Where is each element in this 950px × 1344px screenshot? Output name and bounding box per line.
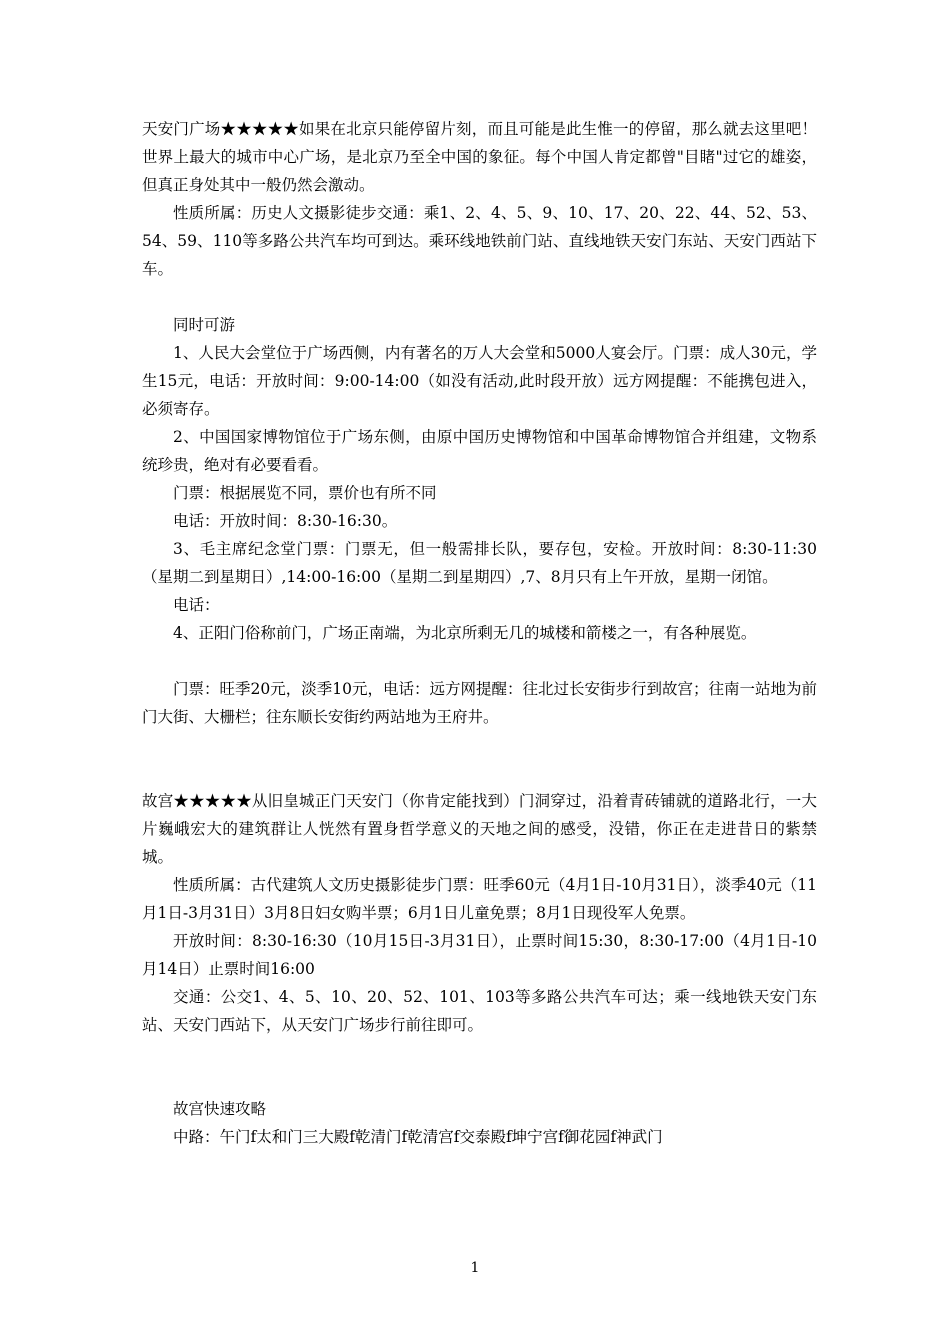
forbidden-city-intro: 故宫★★★★★从旧皇城正门天安门（你肯定能找到）门洞穿过，沿着青砖铺就的道路北行，一大片巍峨宏大的建筑群让人恍然有置身哲学意义的天地之间的感受，没错，你正在走进昔日的紫禁城。: [142, 792, 817, 866]
tiananmen-nature-transport: 性质所属：历史人文摄影徒步交通：乘1、2、4、5、9、10、17、20、22、44、52、53、54、59、110等多路公共汽车均可到达。乘环线地铁前门站、直线地铁天安门东站、天安门西站下车。: [142, 204, 817, 278]
national-museum-item: 2、中国国家博物馆位于广场东侧，由原中国历史博物馆和中国革命博物馆合并组建，文物系统珍贵，绝对有必要看看。: [142, 428, 817, 474]
forbidden-city-hours: 开放时间：8:30-16:30（10月15日-3月31日），止票时间15:30，8:30-17:00（4月1日-10月14日）止票时间16:00: [142, 932, 817, 978]
mausoleum-phone: 电话：: [173, 596, 220, 614]
zhengyangmen-ticket: 门票：旺季20元，淡季10元，电话：远方网提醒：往北过长安街步行到故宫；往南一站地为前门大街、大栅栏；往东顺长安街约两站地为王府井。: [142, 680, 817, 726]
forbidden-city-nature-ticket: 性质所属：古代建筑人文历史摄影徒步门票：旺季60元（4月1日-10月31日），淡季40元（11月1日-3月31日）3月8日妇女购半票；6月1日儿童免票；8月1日现役军人免票。: [142, 876, 817, 922]
zhengyangmen-item: 4、正阳门俗称前门，广场正南端，为北京所剩无几的城楼和箭楼之一，有各种展览。: [173, 624, 757, 642]
also-visit-heading: 同时可游: [173, 316, 236, 334]
forbidden-city-transport: 交通：公交1、4、5、10、20、52、101、103等多路公共汽车可达；乘一线地铁天安门东站、天安门西站下，从天安门广场步行前往即可。: [142, 988, 817, 1034]
spacer: [142, 731, 817, 787]
document-body: [142, 115, 817, 1151]
middle-route: 中路：午门f太和门三大殿f乾清门f乾清宫f交泰殿f坤宁宫f御花园f神武门: [173, 1128, 663, 1146]
mausoleum-item: 3、毛主席纪念堂门票：门票无，但一般需排长队，要存包，安检。开放时间：8:30-11:30（星期二到星期日）,14:00-16:00（星期二到星期四）,7、8月只有上午开放，星期一闭馆。: [142, 540, 817, 586]
tiananmen-intro: 天安门广场★★★★★如果在北京只能停留片刻，而且可能是此生惟一的停留，那么就去这里吧！世界上最大的城市中心广场，是北京乃至全中国的象征。每个中国人肯定都曾"目睹"过它的雄姿，但真正身处其中一般仍然会激动。: [142, 120, 817, 194]
spacer: [142, 1039, 817, 1095]
spacer: [142, 283, 817, 311]
page-number: 1: [470, 1260, 480, 1276]
national-museum-phone: 电话：开放时间：8:30-16:30。: [173, 512, 398, 530]
quick-guide-heading: 故宫快速攻略: [173, 1100, 267, 1118]
great-hall-item: 1、人民大会堂位于广场西侧，内有著名的万人大会堂和5000人宴会厅。门票：成人30元，学生15元，电话：开放时间：9:00-14:00（如没有活动,此时段开放）远方网提醒：不能携包进入，必须寄存。: [142, 344, 817, 418]
spacer: [142, 647, 817, 675]
national-museum-ticket: 门票：根据展览不同，票价也有所不同: [173, 484, 437, 502]
